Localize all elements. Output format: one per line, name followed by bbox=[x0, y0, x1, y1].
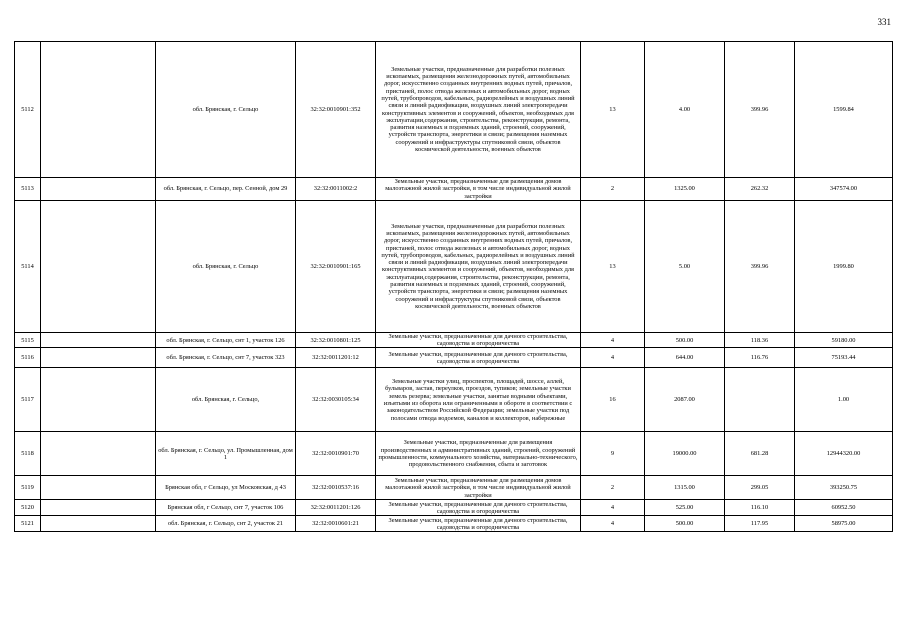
cadastral-number-cell: 32:32:0010537:16 bbox=[296, 476, 376, 500]
address-cell: обл. Брянская, г. Сельцо, ул. Промышленная, дом 1 bbox=[156, 432, 296, 476]
row-number: 5114 bbox=[15, 200, 41, 332]
row-number: 5120 bbox=[15, 500, 41, 516]
cadastral-number-cell: 32:32:0030105:34 bbox=[296, 368, 376, 432]
area-cell: 1315.00 bbox=[645, 476, 725, 500]
group-number-cell: 2 bbox=[581, 178, 645, 201]
empty-cell bbox=[41, 476, 156, 500]
land-purpose-cell: Земельные участки, предназначенные для дачного строительства, садоводства и огородничества bbox=[376, 332, 581, 348]
cadastral-value-cell: 60952.50 bbox=[795, 500, 893, 516]
group-number-cell: 4 bbox=[581, 348, 645, 368]
cadastral-number-cell: 32:32:0010801:125 bbox=[296, 332, 376, 348]
land-purpose-cell: Земельные участки, предназначенные для дачного строительства, садоводства и огородничества bbox=[376, 500, 581, 516]
table-row bbox=[15, 432, 893, 476]
area-cell: 500.00 bbox=[645, 332, 725, 348]
empty-cell bbox=[41, 516, 156, 532]
cadastral-value-cell: 1599.84 bbox=[795, 42, 893, 178]
row-number: 5115 bbox=[15, 332, 41, 348]
area-cell: 525.00 bbox=[645, 500, 725, 516]
area-cell: 5.00 bbox=[645, 200, 725, 332]
cadastral-number-cell: 32:32:0010901:165 bbox=[296, 200, 376, 332]
empty-cell bbox=[41, 348, 156, 368]
address-cell: обл. Брянская, г. Сельцо, снт 2, участок 21 bbox=[156, 516, 296, 532]
specific-value-cell: 117.95 bbox=[725, 516, 795, 532]
land-purpose-cell: Земельные участки, предназначенные для разработки полезных ископаемых, размещения железнодорожных путей, автомобильных дорог, искусственно созданных внутренних водных путей, причалов, пристаней, полос отвода железных и автомобильных дорог, водных путей, трубопроводов, кабельных, радиорелейных и воздушных линий связи и линий радиофикации, воздушных линий электропередачи конструктивных элементов и сооружений, объектов, необходимых для эксплуатации,содержания, строительства, реконструкции, ремонта, развития наземных и подземных зданий, строений, сооружений, устройств транспорта, энергетики и связи; размещения наземных сооружений и инфраструктуры спутниковой связи, объектов космической деятельности, военных объектов bbox=[376, 200, 581, 332]
cadastral-value-cell: 1999.80 bbox=[795, 200, 893, 332]
row-number: 5121 bbox=[15, 516, 41, 532]
cadastral-value-cell: 75193.44 bbox=[795, 348, 893, 368]
table-row bbox=[15, 500, 893, 516]
table-row bbox=[15, 516, 893, 532]
address-cell: обл. Брянская, г. Сельцо bbox=[156, 200, 296, 332]
land-purpose-cell: Земельные участки, предназначенные для размещения домов малоэтажной жилой застройки, в том числе индивидуальной жилой застройки bbox=[376, 476, 581, 500]
address-cell: Брянская обл, г Сельцо, снт 7, участок 106 bbox=[156, 500, 296, 516]
cadastral-number-cell: 32:32:0011201:12 bbox=[296, 348, 376, 368]
group-number-cell: 2 bbox=[581, 476, 645, 500]
land-purpose-cell: Земельные участки, предназначенные для разработки полезных ископаемых, размещения железнодорожных путей, автомобильных дорог, искусственно созданных внутренних водных путей, причалов, пристаней, полос отвода железных и автомобильных дорог, водных путей, трубопроводов, кабельных, радиорелейных и воздушных линий связи и линий радиофикации, воздушных линий электропередачи конструктивных элементов и сооружений, объектов, необходимых для эксплуатации,содержания, строительства, реконструкции, ремонта, развития наземных и подземных зданий, строений, сооружений, устройств транспорта, энергетики и связи; размещения наземных сооружений и инфраструктуры спутниковой связи, объектов космической деятельности, военных объектов bbox=[376, 42, 581, 178]
area-cell: 500.00 bbox=[645, 516, 725, 532]
empty-cell bbox=[41, 42, 156, 178]
empty-cell bbox=[41, 432, 156, 476]
group-number-cell: 9 bbox=[581, 432, 645, 476]
address-cell: Брянская обл, г Сельцо, ул Московская, д 43 bbox=[156, 476, 296, 500]
specific-value-cell: 681.28 bbox=[725, 432, 795, 476]
empty-cell bbox=[41, 178, 156, 201]
cadastral-value-cell: 347574.00 bbox=[795, 178, 893, 201]
specific-value-cell: 399.96 bbox=[725, 200, 795, 332]
row-number: 5119 bbox=[15, 476, 41, 500]
cadastral-value-cell: 59180.00 bbox=[795, 332, 893, 348]
page-number: 331 bbox=[877, 17, 891, 27]
table-body bbox=[15, 42, 893, 532]
empty-cell bbox=[41, 200, 156, 332]
address-cell: обл. Брянская, г. Сельцо, снт 1, участок 126 bbox=[156, 332, 296, 348]
cadastral-value-cell: 1.00 bbox=[795, 368, 893, 432]
empty-cell bbox=[41, 500, 156, 516]
empty-cell bbox=[41, 368, 156, 432]
table-row bbox=[15, 178, 893, 201]
land-purpose-cell: Земельные участки улиц, проспектов, площадей, шоссе, аллей, бульваров, застав, переулков, проездов, тупиков; земельные участки земель резерва; земельные участки, занятые водными объектами, изъятыми из оборота или ограниченными в обороте в соответствии с законодательством Российской Федерации; земельные участки под полосами отвода водоемов, каналов и коллекторов, набережные bbox=[376, 368, 581, 432]
group-number-cell: 16 bbox=[581, 368, 645, 432]
cadastral-number-cell: 32:32:0011201:126 bbox=[296, 500, 376, 516]
group-number-cell: 4 bbox=[581, 332, 645, 348]
area-cell: 1325.00 bbox=[645, 178, 725, 201]
table-row bbox=[15, 42, 893, 178]
specific-value-cell: 399.96 bbox=[725, 42, 795, 178]
area-cell: 19000.00 bbox=[645, 432, 725, 476]
group-number-cell: 4 bbox=[581, 500, 645, 516]
table-row bbox=[15, 332, 893, 348]
address-cell: обл. Брянская, г. Сельцо, пер. Сенной, дом 29 bbox=[156, 178, 296, 201]
address-cell: обл. Брянская, г. Сельцо bbox=[156, 42, 296, 178]
cadastral-number-cell: 32:32:0010901:70 bbox=[296, 432, 376, 476]
group-number-cell: 13 bbox=[581, 200, 645, 332]
specific-value-cell bbox=[725, 368, 795, 432]
cadastral-number-cell: 32:32:0010601:21 bbox=[296, 516, 376, 532]
specific-value-cell: 299.05 bbox=[725, 476, 795, 500]
row-number: 5117 bbox=[15, 368, 41, 432]
row-number: 5112 bbox=[15, 42, 41, 178]
address-cell: обл. Брянская, г. Сельцо, снт 7, участок 323 bbox=[156, 348, 296, 368]
table-row bbox=[15, 200, 893, 332]
row-number: 5118 bbox=[15, 432, 41, 476]
area-cell: 644.00 bbox=[645, 348, 725, 368]
land-purpose-cell: Земельные участки, предназначенные для дачного строительства, садоводства и огородничества bbox=[376, 516, 581, 532]
row-number: 5113 bbox=[15, 178, 41, 201]
land-registry-table bbox=[14, 41, 893, 532]
specific-value-cell: 118.36 bbox=[725, 332, 795, 348]
group-number-cell: 13 bbox=[581, 42, 645, 178]
table-row bbox=[15, 348, 893, 368]
group-number-cell: 4 bbox=[581, 516, 645, 532]
cadastral-value-cell: 393250.75 bbox=[795, 476, 893, 500]
row-number: 5116 bbox=[15, 348, 41, 368]
land-purpose-cell: Земельные участки, предназначенные для размещения домов малоэтажной жилой застройки, в том числе индивидуальной жилой застройки bbox=[376, 178, 581, 201]
area-cell: 4.00 bbox=[645, 42, 725, 178]
cadastral-number-cell: 32:32:0010901:352 bbox=[296, 42, 376, 178]
cadastral-number-cell: 32:32:0011002:2 bbox=[296, 178, 376, 201]
land-purpose-cell: Земельные участки, предназначенные для дачного строительства, садоводства и огородничества bbox=[376, 348, 581, 368]
specific-value-cell: 116.10 bbox=[725, 500, 795, 516]
table-row bbox=[15, 476, 893, 500]
cadastral-value-cell: 12944320.00 bbox=[795, 432, 893, 476]
empty-cell bbox=[41, 332, 156, 348]
area-cell: 2087.00 bbox=[645, 368, 725, 432]
specific-value-cell: 116.76 bbox=[725, 348, 795, 368]
land-purpose-cell: Земельные участки, предназначенные для размещения производственных и административных зданий, строений, сооружений промышленности, коммунального хозяйства, материально-технического, продовольственного снабжения, сбыта и заготовок bbox=[376, 432, 581, 476]
specific-value-cell: 262.32 bbox=[725, 178, 795, 201]
table-row bbox=[15, 368, 893, 432]
address-cell: обл. Брянская, г. Сельцо, bbox=[156, 368, 296, 432]
cadastral-value-cell: 58975.00 bbox=[795, 516, 893, 532]
